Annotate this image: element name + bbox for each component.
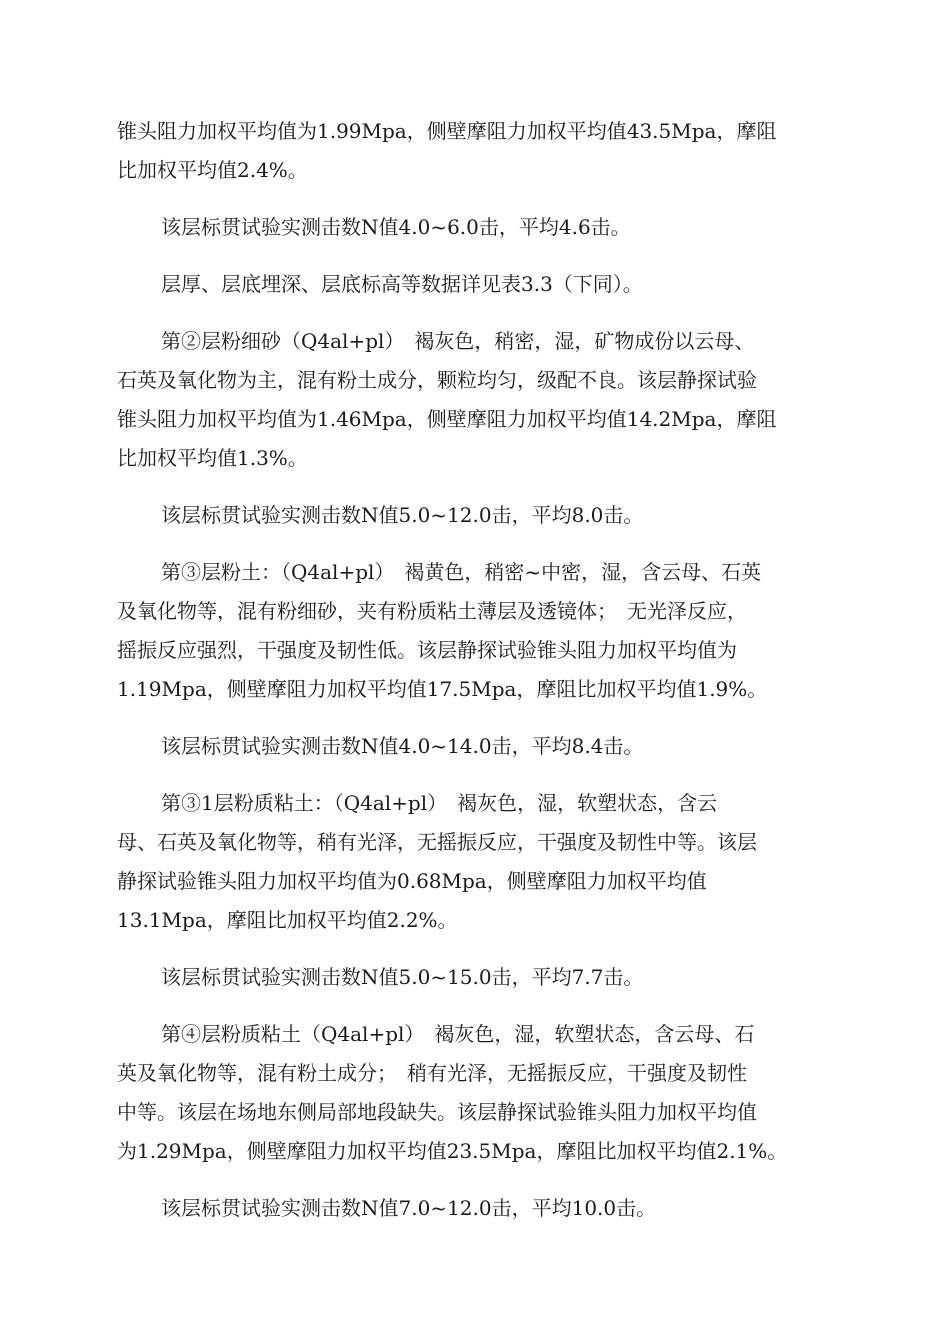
text-line: 英及氧化物等，混有粉土成分； 稍有光泽，无摇振反应，干强度及韧性: [117, 1061, 747, 1085]
text-line: 该层标贯试验实测击数N值4.0~14.0击，平均8.4击。: [161, 734, 644, 758]
paragraph-cpt-continuation: [117, 112, 833, 190]
text-line: 该层标贯试验实测击数N值5.0~15.0击，平均7.7击。: [161, 965, 644, 989]
paragraph-layer-3-silt: [117, 553, 833, 709]
paragraph-table-reference: [117, 265, 833, 304]
text-line: 摇振反应强烈，干强度及韧性低。该层静探试验锥头阻力加权平均值为: [117, 638, 737, 662]
text-line: 中等。该层在场地东侧局部地段缺失。该层静探试验锥头阻力加权平均值: [117, 1100, 757, 1124]
text-line: 及氧化物等，混有粉细砂，夹有粉质粘土薄层及透镜体； 无光泽反应，: [117, 599, 747, 623]
text-line: 静探试验锥头阻力加权平均值为0.68Mpa，侧壁摩阻力加权平均值: [117, 869, 707, 893]
text-line: 母、石英及氧化物等，稍有光泽，无摇振反应，干强度及韧性中等。该层: [117, 830, 757, 854]
paragraph-layer-2-fine-sand: [117, 322, 833, 478]
text-line: 第④层粉质粘土（Q4al+pl） 褐灰色，湿，软塑状态，含云母、石: [161, 1022, 755, 1046]
paragraph-spt-layer4: [117, 1189, 833, 1228]
paragraph-spt-layer1: [117, 208, 833, 247]
text-line: 层厚、层底埋深、层底标高等数据详见表3.3（下同）。: [161, 272, 643, 296]
paragraph-layer-4-silty-clay: [117, 1015, 833, 1171]
text-line: 第③层粉土：（Q4al+pl） 褐黄色，稍密~中密，湿，含云母、石英: [161, 560, 762, 584]
paragraph-spt-layer2: [117, 496, 833, 535]
text-line: 为1.29Mpa，侧壁摩阻力加权平均值23.5Mpa，摩阻比加权平均值2.1%。: [117, 1139, 788, 1163]
text-line: 第③1层粉质粘土：（Q4al+pl） 褐灰色，湿，软塑状态，含云: [161, 791, 718, 815]
text-line: 锥头阻力加权平均值为1.46Mpa，侧壁摩阻力加权平均值14.2Mpa，摩阻: [117, 407, 777, 431]
text-line: 比加权平均值1.3%。: [117, 446, 308, 470]
text-line: 石英及氧化物为主，混有粉土成分，颗粒均匀，级配不良。该层静探试验: [117, 368, 757, 392]
text-line: 第②层粉细砂（Q4al+pl） 褐灰色，稍密，湿，矿物成份以云母、: [161, 329, 755, 353]
text-line: 1.19Mpa，侧壁摩阻力加权平均值17.5Mpa，摩阻比加权平均值1.9%。: [117, 677, 768, 701]
paragraph-spt-layer3-1: [117, 958, 833, 997]
text-line: 该层标贯试验实测击数N值5.0~12.0击，平均8.0击。: [161, 503, 644, 527]
text-line: 比加权平均值2.4%。: [117, 158, 308, 182]
text-line: 锥头阻力加权平均值为1.99Mpa，侧壁摩阻力加权平均值43.5Mpa，摩阻: [117, 119, 777, 143]
text-line: 该层标贯试验实测击数N值4.0~6.0击，平均4.6击。: [161, 215, 631, 239]
text-line: 该层标贯试验实测击数N值7.0~12.0击，平均10.0击。: [161, 1196, 657, 1220]
paragraph-spt-layer3: [117, 727, 833, 766]
paragraph-layer-3-1-silty-clay: [117, 784, 833, 940]
text-line: 13.1Mpa，摩阻比加权平均值2.2%。: [117, 908, 458, 932]
document-body: [117, 112, 833, 1228]
